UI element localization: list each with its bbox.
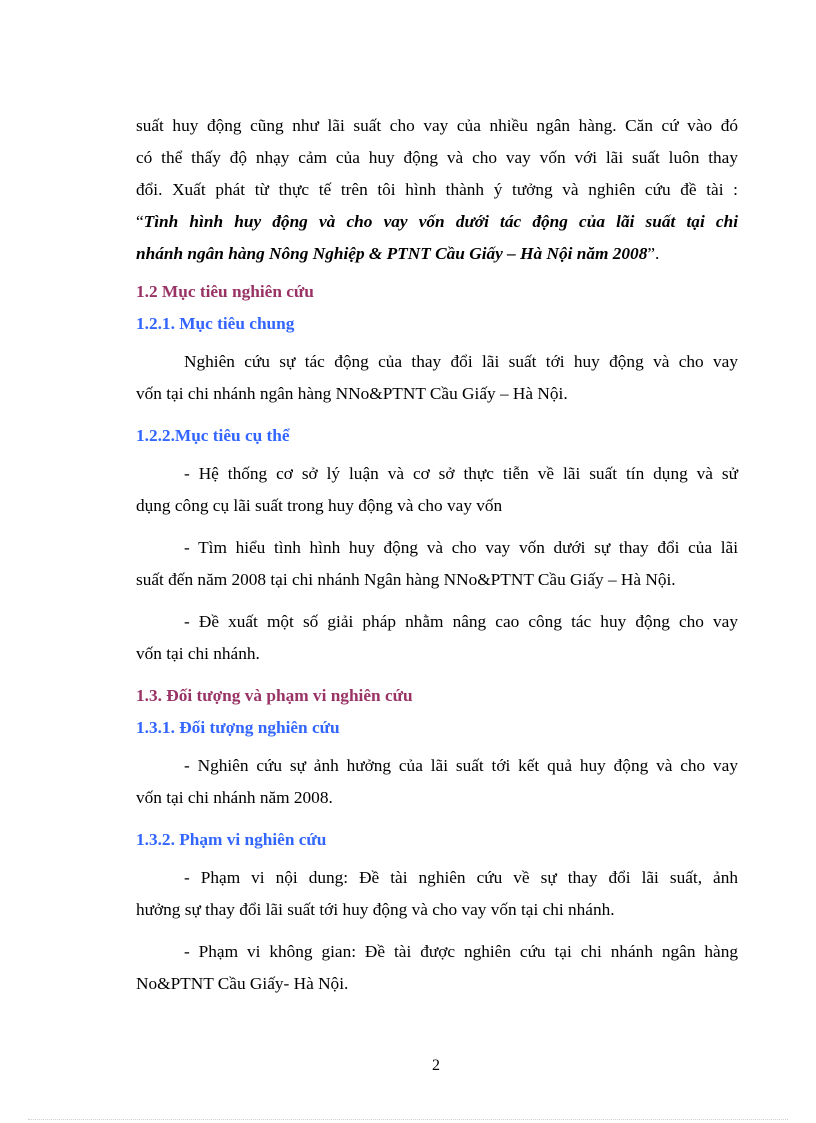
research-scope-item-2-line-2: No&PTNT Cầu Giấy- Hà Nội. (136, 974, 349, 993)
specific-objective-item-1 (136, 458, 738, 522)
quote-open: “ (136, 212, 144, 231)
research-scope-item-1-line-1: - Phạm vi nội dung: Đề tài nghiên cứu về sự thay đổi lãi suất, ảnh (184, 868, 738, 887)
specific-objective-item-3-line-2: vốn tại chi nhánh. (136, 644, 260, 663)
intro-line-4 (136, 206, 738, 238)
intro-line-5 (136, 238, 738, 270)
research-subject-line-1: - Nghiên cứu sự ảnh hưởng của lãi suất tới kết quả huy động và cho vay (184, 756, 738, 775)
intro-line-3: đổi. Xuất phát từ thực tế trên tôi hình thành ý tưởng và nghiên cứu đề tài : (136, 180, 738, 199)
document-page (136, 110, 738, 1000)
intro-paragraph (136, 110, 738, 270)
research-scope-item-1 (136, 862, 738, 926)
thesis-title-part-1: Tình hình huy động và cho vay vốn dưới tác động của lãi suất tại chi (143, 212, 738, 231)
research-subject-paragraph (136, 750, 738, 814)
thesis-title-part-2: nhánh ngân hàng Nông Nghiệp & PTNT Cầu Giấy – Hà Nội năm 2008 (136, 244, 648, 263)
specific-objective-item-2 (136, 532, 738, 596)
research-scope-item-2 (136, 936, 738, 1000)
subsection-heading-1-3-1: 1.3.1. Đối tượng nghiên cứu (136, 718, 340, 737)
specific-objective-item-3-line-1: - Đề xuất một số giải pháp nhằm nâng cao công tác huy động cho vay (184, 612, 738, 631)
specific-objective-item-1-line-2: dụng công cụ lãi suất trong huy động và cho vay vốn (136, 496, 503, 515)
research-subject-line-2: vốn tại chi nhánh năm 2008. (136, 788, 333, 807)
footer-divider (28, 1119, 788, 1120)
specific-objective-item-2-line-1: - Tìm hiểu tình hình huy động và cho vay vốn dưới sự thay đổi của lãi (184, 538, 738, 557)
research-scope-item-2-line-1: - Phạm vi không gian: Đề tài được nghiên cứu tại chi nhánh ngân hàng (184, 942, 738, 961)
page-number: 2 (432, 1057, 440, 1074)
subsection-heading-1-3-2: 1.3.2. Phạm vi nghiên cứu (136, 830, 327, 849)
intro-line-2: có thể thấy độ nhạy cảm của huy động và cho vay vốn với lãi suất luôn thay (136, 148, 738, 167)
subsection-heading-1-2-1: 1.2.1. Mục tiêu chung (136, 314, 295, 333)
section-heading-1-3: 1.3. Đối tượng và phạm vi nghiên cứu (136, 686, 413, 705)
specific-objective-item-2-line-2: suất đến năm 2008 tại chi nhánh Ngân hàng NNo&PTNT Cầu Giấy – Hà Nội. (136, 570, 676, 589)
research-scope-item-1-line-2: hưởng sự thay đổi lãi suất tới huy động và cho vay vốn tại chi nhánh. (136, 900, 615, 919)
intro-line-1: suất huy động cũng như lãi suất cho vay của nhiều ngân hàng. Căn cứ vào đó (136, 116, 738, 135)
subsection-heading-1-2-2: 1.2.2.Mục tiêu cụ thể (136, 426, 290, 445)
general-objective-paragraph (136, 346, 738, 410)
specific-objective-item-1-line-1: - Hệ thống cơ sở lý luận và cơ sở thực tiễn về lãi suất tín dụng và sử (184, 464, 738, 483)
general-objective-line-1: Nghiên cứu sự tác động của thay đổi lãi suất tới huy động và cho vay (184, 352, 738, 371)
section-heading-1-2: 1.2 Mục tiêu nghiên cứu (136, 282, 314, 301)
general-objective-line-2: vốn tại chi nhánh ngân hàng NNo&PTNT Cầu Giấy – Hà Nội. (136, 384, 568, 403)
quote-close: ”. (647, 244, 660, 263)
specific-objective-item-3 (136, 606, 738, 670)
